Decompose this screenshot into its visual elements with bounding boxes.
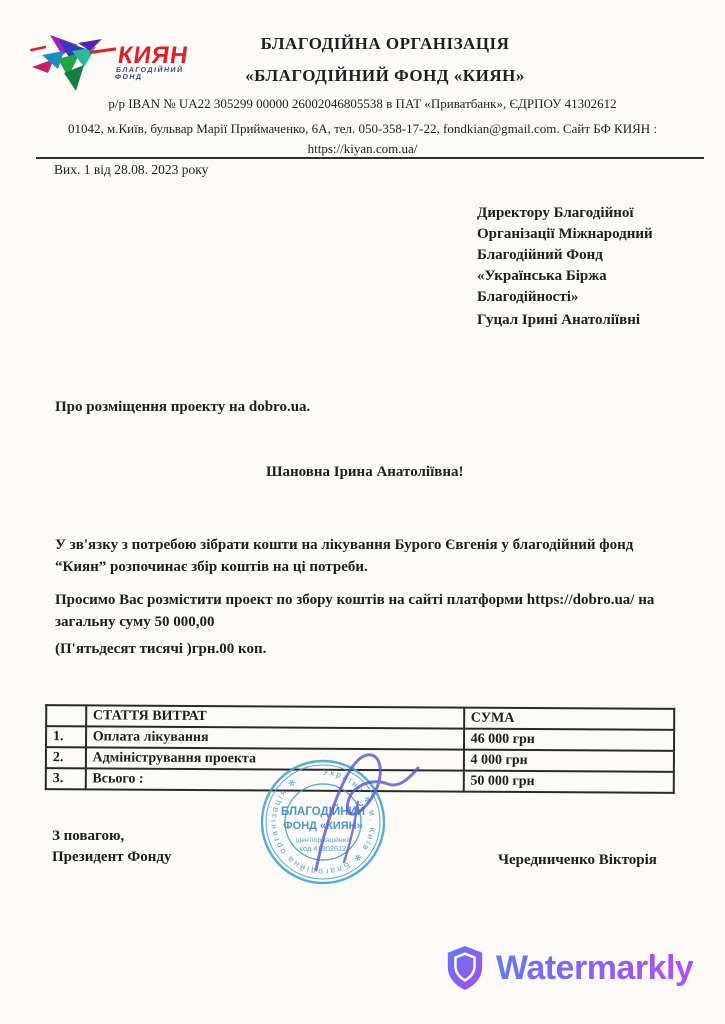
website-line: https://kiyan.com.ua/ bbox=[307, 141, 418, 156]
stamp-center-line4: код 41302612 bbox=[299, 844, 347, 853]
closing-line1: З повагою, bbox=[52, 828, 125, 844]
body-paragraph-2: Просимо Вас розмістити проект по збору коштів на сайті платформи https://dobro.ua/ на загальну суму 50 000,00 bbox=[55, 592, 655, 630]
stamp-center-line3: ідентифікаційний bbox=[295, 837, 351, 844]
logo-subtitle: БЛАГОДІЙНИЙ ФОНД bbox=[114, 67, 185, 81]
org-name-line2: «БЛАГОДІЙНИЙ ФОНД «КИЯН» bbox=[245, 66, 525, 85]
header-cell-item: СТАТТЯ ВИТРАТ bbox=[86, 705, 464, 728]
logo-bird-icon bbox=[28, 29, 123, 97]
body-paragraph-3: (П'ятьдесят тисячі )грн.00 коп. bbox=[55, 641, 267, 657]
recipient-name: Гуцал Ірині Анатоліївні bbox=[477, 312, 641, 328]
closing-line2: Президент Фонду bbox=[52, 849, 172, 865]
address-line: 01042, м.Київ, бульвар Марії Приймаченко, 6А, тел. 050-358-17-22, fondkian@gmail.com. Сайт БФ КИЯН : bbox=[67, 121, 658, 136]
row-sum: 50 000 грн bbox=[463, 771, 674, 793]
recipient-block bbox=[477, 203, 707, 308]
row-item: Оплата лікування bbox=[86, 726, 464, 749]
row-item: Адміністрування проекта bbox=[86, 747, 464, 770]
recipient-line: «Українська Біржа bbox=[477, 268, 607, 284]
stamp-center-line1: БЛАГОДІЙНИЙ bbox=[280, 806, 366, 818]
recipient-line: Організації Міжнародний bbox=[477, 226, 653, 242]
watermark-shield-icon bbox=[444, 944, 486, 992]
header-cell-sum: СУМА bbox=[464, 708, 675, 730]
row-number: 1. bbox=[46, 726, 86, 747]
logo-title: КИЯН bbox=[116, 42, 191, 69]
recipient-line: Благодійності» bbox=[477, 289, 579, 305]
row-sum: 4 000 грн bbox=[463, 750, 674, 772]
body-paragraph-1: У зв'язку з потребою зібрати кошти на лікування Бурого Євгенія у благодійний фонд “Киян” розпочинає збір коштів на ці потреби. bbox=[55, 537, 634, 575]
stamp-center-line2: ФОНД «КИЯН» bbox=[283, 820, 363, 832]
reference-number-line: Вих. 1 від 28.08. 2023 року bbox=[54, 162, 209, 177]
header-divider bbox=[36, 157, 704, 159]
recipient-line: Директору Благодійної bbox=[477, 205, 634, 221]
closing-block bbox=[52, 826, 171, 868]
row-item: Всього : bbox=[85, 768, 463, 791]
org-name-line1: БЛАГОДІЙНА ОРГАНІЗАЦІЯ bbox=[260, 34, 510, 53]
salutation: Шановна Ірина Анатоліївна! bbox=[266, 464, 464, 480]
signer-name: Чередниченко Вікторія bbox=[498, 852, 657, 868]
stamp-ring-text: Україна ✻ м. Київ ✻ Благодійна організація ✻ bbox=[267, 766, 379, 878]
header-cell-number bbox=[46, 705, 86, 726]
subject-line: Про розміщення проекту на dobro.ua. bbox=[55, 399, 311, 415]
row-number: 2. bbox=[46, 747, 86, 768]
row-sum: 46 000 грн bbox=[464, 729, 675, 751]
watermarkly-watermark bbox=[444, 944, 693, 992]
row-number: 3. bbox=[46, 768, 86, 789]
recipient-line: Благодійний Фонд bbox=[477, 247, 603, 263]
handwritten-signature bbox=[288, 742, 438, 887]
bank-details-line: р/р IBAN № UA22 305299 00000 26002046805538 в ПАТ «Приватбанк», ЄДРПОУ 41302612 bbox=[108, 96, 617, 111]
watermark-label: Watermarkly bbox=[496, 948, 694, 987]
